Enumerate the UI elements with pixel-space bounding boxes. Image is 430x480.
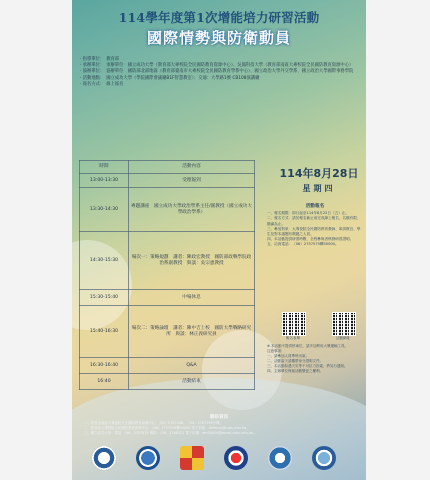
footer-line: 二、教育部大專校院全民國防教育資源中心：（06）2757575轉50000 電子信箱：defense@ncku.edu.tw。 bbox=[84, 425, 250, 430]
table-row bbox=[80, 188, 255, 232]
content-cell: 場次一：策略規劃 講者：陳政宏教授 國防部政戰學院政治系副教授 與談：吳宗憲教授 bbox=[129, 232, 255, 290]
qr-label: 報名表單 bbox=[286, 336, 300, 340]
poster-title: 114學年度第1次增能培力研習活動 bbox=[118, 10, 320, 25]
note-line: ※ 本活動不提供停車位，請多加利用大眾運輸工具。 bbox=[267, 344, 349, 348]
event-weekday: 星期四 bbox=[302, 184, 336, 193]
content-cell: 專題講座 國立成功大學政治學系主任/副教授（國立成功大學政治學系） bbox=[129, 188, 255, 232]
footer-line: 一、教育部南區大專校院全民國防教育資源中心：（05）2767288、（05）2767298分機。 bbox=[84, 421, 223, 425]
college-seal-icon bbox=[312, 446, 336, 470]
registration-line: 二、報名方式：請於報名截止前完成線上報名，名額有限，額滿為止。 bbox=[267, 216, 361, 226]
info-list bbox=[80, 57, 362, 88]
content-cell: 場次二：策略論壇 講者：陳中吉上校 國防大學戰略研究所 與談：林正義研究員 bbox=[129, 306, 255, 358]
time-cell: 15:30-15:40 bbox=[80, 290, 129, 306]
qr-label: 活動網址 bbox=[336, 336, 350, 340]
info-item: ‧ 報名方式： 線上報名 bbox=[80, 81, 124, 87]
table-row bbox=[80, 174, 255, 188]
note-line: 注意事項： bbox=[267, 349, 285, 353]
table-row bbox=[80, 374, 255, 390]
event-poster bbox=[72, 0, 366, 480]
note-line: 二、活動當天請攜帶身分證明文件。 bbox=[267, 359, 323, 363]
info-item: ‧ 協辦單位： 協辦單位 國防部北部地區（教育部臺南市大專校院全民國防教育學系中心）、國立政治大學外交學系、國立政治大學國際事務學院 bbox=[80, 69, 354, 75]
footer-heading: 聯絡資訊 bbox=[209, 415, 229, 420]
registration-heading: 活動報名 bbox=[305, 204, 325, 209]
cross-emblem-icon bbox=[180, 446, 204, 470]
university-seal-icon bbox=[92, 446, 116, 470]
schedule-table bbox=[79, 160, 255, 390]
info-item: ‧ 承辦單位： 承辦單位 國立成功大學（教育部大專校院全民國防教育資源中心）、吳鳳科技大學（教育部南區大專校院全民國防教育資源中心） bbox=[80, 63, 354, 69]
event-date: 114年8月28日 bbox=[279, 167, 359, 180]
registration-line: 三、參加對象：大專校院全民國防教育教師、軍訓教官、學生及對本議題有興趣之人員。 bbox=[267, 226, 361, 237]
notes-section bbox=[267, 344, 363, 374]
time-cell: 16:30-16:40 bbox=[80, 358, 129, 374]
table-row bbox=[80, 290, 255, 306]
registration-line: 四、本活動提供研習時數，全程參與者核發研習證明。 bbox=[267, 237, 354, 242]
note-line: 四、主辦單位保留活動變更之權利。 bbox=[267, 369, 323, 373]
registration-section bbox=[267, 204, 363, 248]
footer-line: 三、國立成功大學：電話 （06）2757575 傳真：（06）2766521 電子信箱：em50000@email.ncku.edu.tw。 bbox=[84, 430, 257, 435]
registration-line: 五、洽詢電話：（06）2757575轉50000。 bbox=[267, 242, 339, 247]
column-header: 時間 bbox=[80, 161, 129, 174]
registration-line: 一、報名期限：即日起至114年8月22日（五）止。 bbox=[267, 211, 349, 216]
footer-contact bbox=[84, 421, 354, 435]
info-item: ‧ 指導單位： 教育部 bbox=[80, 57, 120, 62]
content-cell: Q&A bbox=[129, 358, 255, 374]
time-cell: 15:40-16:30 bbox=[80, 306, 129, 358]
time-cell: 16:40 bbox=[80, 374, 129, 390]
table-row bbox=[80, 306, 255, 358]
content-cell: 受理報到 bbox=[129, 174, 255, 188]
content-cell: 活動結束 bbox=[129, 374, 255, 390]
qr-code-icon[interactable] bbox=[282, 312, 306, 336]
content-cell: 中場休息 bbox=[129, 290, 255, 306]
note-line: 一、請參加人員準時出席。 bbox=[267, 354, 309, 358]
poster-subtitle: 國際情勢與防衛動員 bbox=[146, 29, 291, 47]
university-seal-icon bbox=[136, 446, 160, 470]
time-cell: 13:30-14:30 bbox=[80, 188, 129, 232]
qr-code-icon[interactable] bbox=[332, 312, 356, 336]
time-cell: 13:00-13:30 bbox=[80, 174, 129, 188]
table-header-row bbox=[80, 161, 255, 174]
university-seal-icon bbox=[268, 446, 292, 470]
info-item: ‧ 活動地點： 國立成功大學（學院國際會議廳B1F智慧教室）；交通：大學路1號 CB108演講廳 bbox=[80, 75, 260, 81]
ministry-emblem-icon bbox=[224, 446, 248, 470]
column-header: 活動內容 bbox=[129, 161, 255, 174]
note-line: 三、本活動如遇天災等不可抗力因素，將另行通知。 bbox=[267, 364, 348, 368]
table-row bbox=[80, 358, 255, 374]
time-cell: 14:30-15:30 bbox=[80, 232, 129, 290]
table-row bbox=[80, 232, 255, 290]
